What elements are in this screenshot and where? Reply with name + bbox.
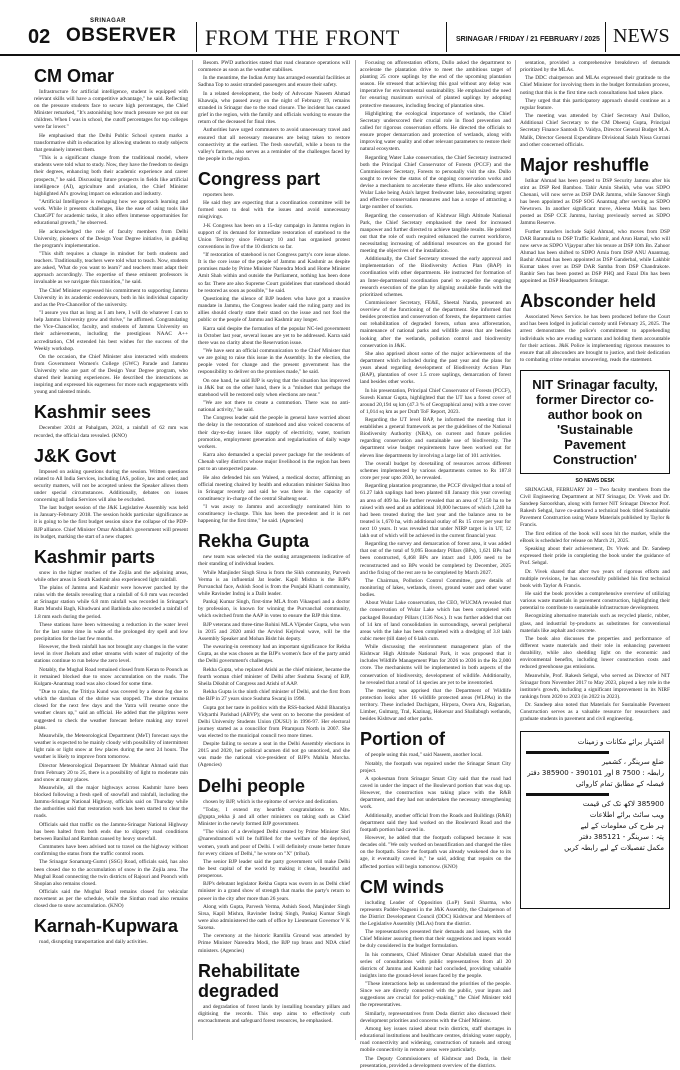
body-paragraph: "This shift requires a change in mindset for both students and teachers. Traditionally, teachers were told what to teach. Now, students are asked, 'What do you want to learn?' and teachers must adapt their approach accordingly. The expertise of these eminent professors is invaluable as we navigate this transition," he said. xyxy=(34,251,188,286)
body-paragraph: The plains of Jammu and Kashmir were however parched by the rains with the details revealing that a rainfall of 6.0 mm was recorded at Srinagar station while 6.8 mm rainfall was recorded in Srinagar's Ram Munshi Bagh, Khudwani and Bathinda also recorded a rainfall of 1.8 mm each during the period. xyxy=(34,585,188,620)
ad-line: ضلع سرینگر ، کشمیر xyxy=(601,758,664,767)
body-paragraph: chosen by BJP, which is the epitome of service and dedication. xyxy=(203,798,339,805)
body-paragraph: Meanwhile, the Meteorological Department (MeT) forecast says the weather is expected to be mainly cloudy with possibility of intermittent light rain or light snow at few places during the next 24 hours. The weather is likely to improve from tomorrow. xyxy=(34,732,188,761)
ad-line: ہر طرح کی معلومات کے لیے xyxy=(580,822,664,831)
headline-rekha-gupta: Rekha Gupta xyxy=(198,531,310,552)
body-paragraph: Highlighting the ecological importance of wetlands, the Chief Secretary underscored their crucial role in flood prevention and called for rigorous conservation efforts. He directed the officials to ensure proper demarcation and protection of wetlands, along with improving water quality and other relevant parameters to restore their natural ecosystem. xyxy=(360,110,511,153)
body-paragraph: The meeting was attended by Chief Secretary Atal Dulloo, Additional Chief Secretary to the CM Dheeraj Gupta, Principal Secretary Finance Santosh D. Vaidya, Director General Budget M.A. Malik, Director General Expenditure Divisional Salah Nissa Gurrani and other concerned officials. xyxy=(520,113,670,148)
body-paragraph: including Leader of Opposition (LoP) Sunil Sharma, who represents Padder-Nagseni in the J&K Assembly, the Chairperson of the District Development Council (DDC) Kishtwar and Members of the Legislative Assembly (MLAs) from the district. xyxy=(360,899,511,927)
body-paragraph: "The vision of a developed Delhi created by Prime Minister Shri @narendramodi will be fulfilled for the welfare of the deprived, women, youth and poor of Delhi. I will definitely create better future for every citizen of Delhi," he wrote on "X" (tribal). xyxy=(198,829,350,857)
body-paragraph: The overall budget by dovetailing of resources across different schemes implemented by various departments comes to Rs 187.8 crore per year upto 2030, he revealed. xyxy=(360,460,511,482)
body-paragraph: "I was away to Jammu and accordingly nominated him to constituency in-charge. This has been the precedent and it is not happening for the first time," he said. (Agencies) xyxy=(198,504,350,525)
body-paragraph: Similarly, representatives from Doda district also discussed their development priorities and concerns with the Chief Minister. xyxy=(360,1010,511,1024)
headline-portion-of: Portion of xyxy=(360,729,445,750)
body-paragraph: The meeting was apprised that the Department of Wildlife protection looks after 16 wildlife protected areas (WLPAs) in the territory. These included Dachigam, Hirpora, Overa Aru, Rajparian, Limber, Gulmarg, Tral, Kazinag, Hokersar and Shallabugh wetlands, besides Kishtwar and other parks. xyxy=(360,687,511,723)
headline-rehabilitate-degraded: Rehabilitate degraded xyxy=(198,960,301,1001)
masthead-divider xyxy=(605,22,606,52)
body-paragraph: They urged that this participatory approach should continue as a regular feature. xyxy=(520,97,670,111)
body-paragraph: Regarding the conservation of Kishtwar High Altitude National Park, the Chief Secretary emphasised the need for increased manpower and further directed to achieve tangible results. He pointed out that the role of such required enhanced the current workforce, necessitating increasing of additional resources on the ground for meeting the objectives of the installation. xyxy=(360,212,511,254)
body-paragraph: Dr. Vivek shared that after two years of rigorous efforts and multiple revisions, he has successfully published his first technical book with Taylor & Francis. xyxy=(520,568,670,589)
column-2 xyxy=(198,60,350,1040)
body-paragraph: Meanwhile, all the major highways across Kashmir have been blocked following a fresh spell of snowfall and rainfall, including the Jammu-Srinagar National Highway, officials said on Thursday while the authorities said that restoration work has been started to clear the roads. xyxy=(34,784,188,820)
body-paragraph: Further transfers include Sajid Ahmad, who moves from DSP DAR Baramulla to DSP Traffic Kashmir, and Arun Hamal, who will now serve as SDPO Vijaypur after his tenure at DSP 10th Bn. Zahoor Ahmad has been shifted to SDPO Arnia from DSP ANU Anantnag. Bashir Ahmad has been appointed as DSP Ganderbal, while Lakhbir Kumar takes over as DSP DAR Samba from DSP Chandrakote. Ranbir Sen has been posted as DSP PHQ and Fazal Din has been appointed as DSP Headquarters Srinagar. xyxy=(520,228,670,285)
body-paragraph: Regarding the UT level BAP, he informed the meeting that it establishes a general framework as per the guidelines of the National Biodiversity Authority (NBA), on current and future policies regarding conservation and sustainable use of biodiversity. The department wise budget requirements have been worked out for eleven line departments by involving a large list of 101 activities. xyxy=(360,417,511,459)
ad-divider xyxy=(526,751,609,754)
body-paragraph: A spokesman from Srinagar Smart City said that the road had caved in under the impact of the Boulevard portion that was dug up. However, the construction was taking place with the R&B department, and they had not undertaken the necessary strengthening work. xyxy=(360,776,511,811)
body-paragraph: The senior BJP leader said the party government will make Delhi the best capital of the world by making it clean, beautiful and prosperous. xyxy=(198,858,350,880)
body-paragraph: Officials said the Mughal Road remains closed for vehicular movement as per the schedule, while the Sinthan road also remains closed due to snow accumulation. (KNO) xyxy=(34,889,188,910)
headline-delhi-people: Delhi people xyxy=(198,775,306,796)
body-paragraph: The Deputy Commissioners of Kishtwar and Doda, in their presentation, provided a development overview of the districts. xyxy=(360,1055,511,1069)
body-paragraph: Notably, the Mughal Road remained closed from Keran to Poonch as it remained blocked due to snow accumulation on the roads. The Kulgam-Anantnag road was also closed for some time. xyxy=(34,666,188,687)
body-paragraph: Associated News Service. he has been produced before the Court and has been lodged in judicial custody until February 25, 2025. The arrest demonstrates the police's commitment to apprehending individuals who are evading warrants and holding them accountable for their actions. J&K Police is implementing rigorous measures to ensure that all absconders are brought to justice, and their dedication to combating crime remains unwavering, reads the statement. xyxy=(520,314,670,363)
ad-divider xyxy=(526,793,609,796)
boxed-headline xyxy=(520,370,670,474)
body-paragraph: In his presentation, Principal Chief Conservator of Forests (PCCF), Suresh Kumar Gupta, highlighted that the UT has a forest cover of around 20,194 sq km (47.3 % of Geographical area) with a tree cover of 1,014 sq km as per Draft ToF Report, 2023. xyxy=(360,387,511,415)
body-paragraph: Rekha Gupta is the ninth chief minister of Delhi, and the first from the BJP in 27 years since Sushma Swaraj in 1998. xyxy=(198,689,350,703)
body-paragraph: BJP's debutant legislator Rekha Gupta was sworn in as Delhi chief minister in a grand show of strength that marks the party's return to power in the city after more than 26 years. xyxy=(198,881,350,902)
body-paragraph: He said the book provides a comprehensive overview of utilizing various waste materials in pavement construction, highlighting their potential to contribute to sustainable infrastructure development. xyxy=(520,591,670,612)
body-paragraph: Recognizing alternative materials such as recycled plastic, rubber, glass, and industrial by-products as substitutes for conventional materials like asphalt and concrete. xyxy=(520,613,670,634)
body-paragraph: While discussing the environment management plan of the Kishtwar High Altitude National Park, it was proposed that it includes Wildlife Management Plan for 2026 to 2036 in the Rs 2,000 crore. The mechanisms will be implemented in both aspects of the conservation of biodiversity, development of wildlife. Additionally, he revealed that a total of 14 species are yet to be inventoried. xyxy=(360,644,511,686)
masthead xyxy=(0,0,680,56)
body-paragraph: sentation, provided a comprehensive breakdown of demands prioritized by the MLAs. xyxy=(520,60,670,74)
body-paragraph: While Manjinder Singh Sirsa is from the Sikh community, Parvesh Verma is an influential Jat leader. Kapil Mishra is the BJP's Purvanchal face, Ashish Sood is from the Punjabi Khatri community, while Ravinder Indraj is a Dalit leader. xyxy=(198,569,350,597)
body-paragraph: He also defended his son Waleed, a medical doctor, affirming an official meeting chaired by health and education minister Sakina Itoo in Srinagar recently and said he was there in the capacity of constituency in-charge of the central Shalteng seat. xyxy=(198,474,350,502)
body-paragraph: Additionally, the Chief Secretary stressed the early approval and implementation of the Biodiversity Action Plan (BAP) in coordination with other departments. He instructed for formation of an Inter-departmental coordination panel to expedite the ongoing research execution of the plan by aligning available funds with the prioritized schemes. xyxy=(360,256,511,298)
byline: SO NEWS DESK xyxy=(575,477,615,484)
body-paragraph: He acknowledged the role of faculty members from Delhi University, pioneers of the Design Your Degree initiative, in guiding the program's implementation. xyxy=(34,228,188,249)
body-paragraph: Imposed on asking questions during the session. Written questions related to All India Services, including IAS, police, law and order, and security matters, will not be accepted unless the Speaker allows them under special circumstances. Additionally, debates on issues concerning all India Services will also be excluded. xyxy=(34,468,188,503)
body-paragraph: However, he added that the footpath collapsed because it was decades old. "We only worked on beautification and changed the tiles on the footpath. Since the footpath was already weakened due to its age, it eventually caved in," he said, adding that repairs on the affected portion will begin tomorrow. (KNO) xyxy=(360,835,511,870)
body-paragraph: Commuters have been advised not to travel on the highway without confirming the status from the traffic control room. xyxy=(34,844,188,858)
body-paragraph: The DDC chairperson and MLAs expressed their gratitude to the Chief Minister for involving them in the budget formulation process, noting that this is the first time such consultations had taken place. xyxy=(520,75,670,96)
body-paragraph: She also apprised about some of the major achievements of the department which included during the past year and the plans for years ahead regarding development of Biodiversity Action Plan (BAP), plantation of over 1.5 crore saplings, demarcation of forest land besides other works. xyxy=(360,350,511,386)
body-paragraph: "Today, I extend my heartfelt congratulations to Mrs. @gupta_rekha ji and all other ministers on taking oath as Chief Minister in the newly formed BJP government. xyxy=(198,806,350,828)
body-paragraph: He emphasised that the Delhi Public School system marks a transformative shift in education by allowing students to study subjects that genuinely interest them. xyxy=(34,132,188,153)
ad-line: ویب سائٹ برائے اطلاعات xyxy=(589,811,664,820)
body-paragraph: and degradation of forest lands by installing boundary pillars and digitising the records. This step aims to effectively curb encroachments and safeguard forest resources, he emphasised. xyxy=(198,1003,350,1024)
body-paragraph: Focusing on afforestation efforts, Dullo asked the department to accelerate the plantation drive to meet the ambitious target of planting 25 crore saplings by the end of the upcoming plantation season. He stressed that achieving this goal without any delay was imperative for environmental sustainability. He emphasized the need for ensuring maximum survival of planted saplings by adopting protective measures, including fencing of plantation sites. xyxy=(360,60,511,109)
body-paragraph: "If restoration of statehood is not Congress party's core issue alone. It is the core issue of the people of Jammu and Kashmir as despite promises made by Prime Minister Narendra Modi and Home Minister Amit Shah within and outside the Parliament, nothing has been done so far. There are also Supreme Court guidelines that statehood should be restored as soon as possible," he said. xyxy=(198,252,350,294)
ad-line: فیصلہ کے مطابق تمام کاروائی xyxy=(575,780,664,789)
body-paragraph: J-K Congress has been on a 15-day campaign in Jammu region in support of its demand for immediate restoration of statehood to the Union Territory since February 10 and has organised protest conventions in five of the 10 districts so far. xyxy=(198,222,350,250)
body-paragraph: Director Meteorological Department Dr Mukhtar Ahmad said that from February 20 to 25, there is a possibility of light to moderate rain and snow at many places. xyxy=(34,762,188,783)
column-4 xyxy=(520,60,670,1040)
body-paragraph: SRINAGAR, FEBRUARY 20 – Two faculty members from the Civil Engineering Department at NIT Srinagar, Dr. Vivek and Dr. Sandeep Saroorkhan, along with former NIT Srinagar Director Prof. Rakesh Sehgal, have co-authored a technical book titled Sustainable Pavement Construction using Waste Materials published by Taylor & Francis. xyxy=(520,486,670,529)
body-paragraph: Commissioner Secretary, FE&E, Sheetal Nanda, presented an overview of the functioning of the department. She informed that besides protection and conservation of forests, the department carries out rehabilitation of degraded forests, urban area afforestation, maintenance of national parks and wildlife areas that are besides looking after the wetlands, pollution control and biodiversity conservation in J&K. xyxy=(360,300,511,349)
column-3 xyxy=(360,60,511,1069)
masthead-divider xyxy=(196,22,197,52)
body-paragraph: Karra said despite the formation of the popular NC-led government in October last year, several issues are yet to be addressed. Karra said there was no clarity about the Reservation issue. xyxy=(198,325,350,346)
body-paragraph: "Due to rains, the Tritiya Kund was covered by a dense fog due to which the darshan of the shrine was stopped. The shrine remains closed for the next few days and the Yatra will resume once the weather clears up," said an official. He added that the pilgrims were suggested to check the weather forecast before making any travel plans. xyxy=(34,689,188,731)
body-paragraph: He said they are expecting that a coordination committee will be formed soon to deal with the issues and avoid unnecessary misgivings. xyxy=(198,200,350,221)
ad-line: مکمل تفصیلات کے لیے رابطہ کریں xyxy=(564,844,664,853)
body-paragraph: The Chief Minister expressed his commitment to supporting Jammu University in its academic endeavours, both in his individual capacity and as the Pro-Chancellor of the university. xyxy=(34,287,188,308)
body-paragraph: In the meantime, the Indian Army has arranged essential facilities at Sadhna Top to assist stranded passengers and ensure their safety. xyxy=(198,75,350,89)
body-paragraph: of people using this road," said Naseem, another local. xyxy=(365,752,483,759)
body-paragraph: However, the fresh rainfall has not brought any changes in the water level in river Jhelum and other streams with water of majority of the stations continue to run below the zero level. xyxy=(34,644,188,665)
body-paragraph: Istikar Ahmad has been posted to DSP Security Jammu after his stint as DSP Red Bamboo. Tahir Amin Sheikh, who was SDPO Chenani, will now serve as DSP DAR Jammu, while Sanover Singh has been appointed as DSP SOG Anantnag after serving as SDPO Newtown. In another significant move, Aleena Malik has been posted as DSP CCE Jammu, having previously served as SDPO Jammu Reserve. xyxy=(520,177,670,227)
body-paragraph: Regarding plantation programme, the PCCF divulged that a total of 61.27 lakh saplings had been planted till January this year covering an area of 409 ha. He further revealed that an area of 7,150 ha to be raised with seed and an additional 10,000 hectares of which 1,240 ha had been treated during the last year and the balance area to be treated is 1,670 ha, with additional outlay of Rs 15 crore per year for next 10 years. It was revealed that under NIRP target is in UT, 12 lakh out of which will be achieved in the current financial year. xyxy=(360,483,511,539)
headline-kashmir-parts: Kashmir parts xyxy=(34,546,156,567)
body-paragraph: The ceremony at the historic Ramlila Ground was attended by Prime Minister Narendra Modi, the BJP top brass and NDA chief ministers. (Agencies) xyxy=(198,933,350,954)
body-paragraph: The swearing-in ceremony had an important significance for Rekha Gupta, as she was chosen as the BJP's women's face of the party amid the Delhi government's challenges. xyxy=(198,644,350,665)
ad-line: پتہ : سرینگر - 385121 دفتر xyxy=(579,833,664,842)
ad-line: اشتہار برائے مکانات و زمینات xyxy=(577,738,664,747)
newspaper-logo xyxy=(66,18,186,48)
body-paragraph: About Wular Lake conservation, the CEO, WUCMA revealed that the conservation of Wular Lake which has been completed with packaged Boundary Pillars (1136 Nos.). It was further added that out of 14 km of land consolidation in surroundings, several peripheral areas with the lake has been completed with a dredging of 3.8 lakh cubic meter (till date) of 6 lakh cum. xyxy=(360,600,511,642)
body-paragraph: Despite failing to secure a seat in the Delhi Assembly elections in 2015 and 2020, her political acumen did not go unnoticed, and she was made the national vice-president of BJP's Mahila Morcha. (Agencies) xyxy=(198,741,350,769)
body-paragraph: Authorities have urged commuters to avoid unnecessary travel and ensured that all necessary measures are being taken to restore connectivity at the earliest. The fresh snowfall, while a boon to the valley's farmers, also serves as a reminder of the challenges faced by the people in the region. xyxy=(198,127,350,162)
body-paragraph: "These interactions help us understand the priorities of the people. Since we are directly connected with the public, your inputs and suggestions are crucial for policy-making," the Chief Minister told the representatives. xyxy=(360,981,511,1009)
body-paragraph: Pankaj Kumar Singh, first-time MLA from Vikaspuri and a doctor by profession, is known for winning the Purvanchal community, which switched from the AAP in votes to ensure the BJP this time. xyxy=(198,599,350,620)
headline-cm-winds: CM winds xyxy=(360,876,444,897)
body-paragraph: Officials said that traffic on the Jammu-Srinagar National Highway has been halted from both ends due to slippery road conditions between Banihal and Ramban caused by heavy snowfall. xyxy=(34,821,188,842)
ad-line: 385900 لاکھ تک کی قیمت xyxy=(582,800,664,809)
body-paragraph: Additionally, another official from the Roads and Buildings (R&B) department said they had worked on the Boulevard Road and the footpath portion had caved in. xyxy=(360,812,511,833)
body-paragraph: These stations have been witnessing a reduction in the water level for the last some time in wake of the prolonged dry spell and low precipitation for the last few months. xyxy=(34,621,188,642)
body-paragraph: Infrastructure for artificial intelligence, student is equipped with relevant skills will have a competitive advantage," he said. Reflecting on the pressure students face to secure high percentages, the Chief Minister remarked, "It's astonishing how much pressure we put on our children. When I was in school, the cutoff percentages for top colleges were far lower." xyxy=(34,89,188,131)
body-paragraph: The Chairman, Pollution Control Committee, gave details of monitoring of lakes, wetlands, rivers, ground water and other water bodies. xyxy=(360,577,511,599)
body-paragraph: Regarding the survey and demarcation of forest area, it was added that out of the total of 9,095 Boundary Pillars (BPs), 1,621 BPs had been constructed, 6,468 BPs are intact and 1,006 need to be reconstructed and so BPs would be completed by December, 2025 and the fixing of the rest are to be completed by March 2027. xyxy=(360,541,511,576)
body-paragraph: snow in the higher reaches of the Zojila and the adjoining areas, while other areas in South Kashmir also experienced light rainfall. xyxy=(34,569,188,583)
headline-cm-omar: CM Omar xyxy=(34,66,115,86)
body-paragraph: Regarding Water Lake conservation, the Chief Secretary instructed both the Principal Chief Conservator of Forests (PCCF) and the Commissioner Secretary, Forests to personally visit the site. Dullo sought to review the status of the ongoing conservation works and devise a mechanism to accelerate these efforts. He also underscored Wular Lake being Asia's largest freshwater lake, necessitating urgent and effective conservation measures and has a scope of attracting a large number of tourists. xyxy=(360,154,511,211)
logo-small-text: SRINAGAR xyxy=(90,18,127,24)
body-paragraph: The last budget session of the J&K Legislative Assembly was held in January-February 2018. The session holds particular significance as it is going to be the first budget session since the collapse of the PDP-BJP alliance. Chief Minister Omar Abdullah's government will present its budget, marking the start of a new chapter. xyxy=(34,505,188,540)
body-paragraph: The book also discusses the properties and performance of different waste materials and their role in enhancing pavement durability, while also shedding light on the economic and environmental benefits, including lower construction costs and reduced greenhouse gas emissions. xyxy=(520,635,670,671)
ad-line: رابطہ : 7500 8 اور 390101 - 385900 دفتر xyxy=(527,769,664,778)
column-rule xyxy=(192,60,193,1040)
body-paragraph: Questioning the silence of BJP leaders who have got a massive mandate in Jammu, the Congress leader said the ruling party and its allies should clearly state their stand on the issue and not fool the public or the people of Jammu and Kashmir any longer. xyxy=(198,295,350,324)
body-paragraph: road, disrupting transportation and daily activities. xyxy=(39,939,148,946)
section-label-news: NEWS xyxy=(613,25,670,47)
body-paragraph: In his comments, Chief Minister Omar Abdullah stated that the series of consultations with public representatives from all 20 districts of Jammu and Kashmir had concluded, providing valuable insights into the ground-level issues faced by the people. xyxy=(360,951,511,979)
body-paragraph: In a related development, the body of Advocate Naseem Ahmad Khawaja, who passed away on the night of February 19, remains stranded in Srinagar due to the road closure. The incident has caused grief in the region, with the family and officials working to ensure the return of the deceased for final rites. xyxy=(198,90,350,126)
body-paragraph: Karra also demanded a special power package for the residents of Chenab valley districts whose major livelihood in the region has been put to an unexpected pause. xyxy=(198,452,350,473)
body-paragraph: new team was selected via the seating arrangements indicative of their standing of individual leaders. xyxy=(198,554,350,568)
body-paragraph: The Congress leader said the people in general have worried about the delay in the restoration of statehood and also voiced concerns of their day-to-day issues like supply of electricity, water, tourism promotion, employment generation and regularisation of daily wage workers. xyxy=(198,415,350,450)
body-paragraph: Meanwhile, Prof. Rakesh Sehgal, who served as Director of NIT Srinagar from November 2017 to May 2023, played a key role in the institute's growth, including a significant improvement in its NIRF rankings from 2020 to 2023 (in 2022 in 2023). xyxy=(520,672,670,700)
headline-absconder-held: Absconder held xyxy=(520,291,657,312)
column-rule xyxy=(515,60,516,1040)
body-paragraph: "This is a significant change from the traditional model, where students were told what to study. Now, they have the freedom to design their degrees, enhancing both their academic experience and career prospects," he said. Discussing future prospects in fields like artificial intelligence (AI), agriculture and aviation, the Chief Minister highlighted AI's growing impact on education and industry. xyxy=(34,155,188,197)
headline-jk-govt: J&K Govt xyxy=(34,445,117,466)
body-paragraph: Speaking about their achievement, Dr. Vivek and Dr. Sandeep expressed their pride in completing the book under the guidance of Prof. Sehgal. xyxy=(520,546,670,567)
body-paragraph: "We have sent an official communication to the Chief Minister that we are going to raise this issue in the Assembly. In the election, the people voted for change and the present government has the responsibility to deliver on the promises made," he said. xyxy=(198,347,350,376)
body-paragraph: Rekha Gupta, who replaced Atishi as the chief minister, became the fourth woman chief minister of Delhi after Sushma Swaraj of BJP, Sheila Dikshit of Congress and Atishi of AAP. xyxy=(198,666,350,687)
body-paragraph: The first edition of the book will soon hit the market, while the eBook is scheduled for release on March 21, 2025. xyxy=(520,530,670,544)
dateline: SRINAGAR / FRIDAY / 21 FEBRUARY / 2025 xyxy=(456,36,600,43)
body-paragraph: December 2024 at Pahalgam, 2024, a rainfall of 62 mm was recorded, the official data revealed. (KNO) xyxy=(34,425,188,439)
column-1 xyxy=(34,60,188,1040)
body-paragraph: "Artificial Intelligence is reshaping how we approach learning and work. While it presents challenges, like the ease of using tools like ChatGPT for academic tasks, it also offers immense opportunities for educational growth," he observed. xyxy=(34,198,188,227)
headline-congress-part: Congress part xyxy=(198,168,321,189)
body-paragraph: Besom. PWD authorities stated that road clearance operations will commence as soon as the weather stabilises. xyxy=(198,60,350,74)
body-paragraph: The Srinagar Sonamarg-Gumri (SSG) Road, officials said, has also been closed due to the accumulation of snow in the Zojila area. The Mughal Road connecting the twin districts of Rajouri and Poonch with Shopian also remains closed. xyxy=(34,859,188,887)
body-paragraph: Notably, the footpath was repaired under the Srinagar Smart City project. xyxy=(360,760,511,774)
body-paragraph: On one hand, he said BJP is saying that the situation has improved in J&K but on the other hand, there is a "mindset that perhaps the statehood will be restored only when elections are near." xyxy=(198,377,350,398)
page-number: 02 xyxy=(28,26,51,48)
body-paragraph: "I assure you that as long as I am here, I will do whatever I can to help Jammu University grow and thrive," he affirmed. Congratulating the Vice-Chancellor, faculty, and students of Jammu University on their achievements, including the prestigious NAAC A++ accreditation, CM extended his best wishes for the success of the Weekly workshop. xyxy=(34,310,188,352)
headline-major-reshuffle: Major reshuffle xyxy=(520,154,650,175)
urdu-advertisement xyxy=(520,731,670,909)
logo-text: OBSERVER xyxy=(66,25,177,46)
masthead-divider xyxy=(446,22,447,52)
headline-nit-srinagar: NIT Srinagar faculty, former Director co-author book on 'Sustainable Pavement Construction' xyxy=(532,376,658,467)
body-paragraph: BJP veterans and three-time Rohini MLA Vijender Gupta, who won in 2015 and 2020 amid the Arvind Kejriwal wave, will be the Assembly Speaker and Mohan Bisht his deputy. xyxy=(198,621,350,642)
body-paragraph: "We are not there to create a commotion. There was no anti-national activity," he said. xyxy=(198,400,350,414)
body-paragraph: Along with Gupta, Parvesh Verma, Ashish Sood, Manjinder Singh Sirsa, Kapil Mishra, Ravinder Indraj Singh, Pankaj Kumar Singh were also administered the oath of office by Lieutenant Governor V K Saxena. xyxy=(198,903,350,932)
column-rule xyxy=(355,60,356,1040)
body-paragraph: Among key issues raised about twin districts, staff shortages in educational institutions and healthcare centres, drinking water supply, road connectivity and widening, construction of tunnels and strong mobile connectivity in remote areas were particularly. xyxy=(360,1026,511,1054)
body-paragraph: The representatives presented their demands and issues, with the Chief Minister assuring them that their suggestions and inputs would be duly considered in the budget formulation. xyxy=(360,929,511,950)
body-paragraph: On the occasion, the Chief Minister also interacted with students from Government Women's College (GWC) Parade and Jammu University who are part of the Design Your Degree program, who shared their learning experiences. He described the interactions as inspiring and expressed his eagerness for more such engagements with young and talented minds. xyxy=(34,353,188,396)
body-paragraph: Gupta got her taste in politics with the RSS-backed Akhil Bharatiya Vidyarthi Parishad (ABVP); she went on to become the president of Delhi University Students Union (DUSU) in 1996-97. Her electoral journey started as a councillor from Pitampura North in 2007. She was elected to the municipal council two more times. xyxy=(198,704,350,739)
body-paragraph: Dr. Sandeep also noted that Materials for Sustainable Pavement Construction serves as a valuable resource for researchers and graduate students in pavement and civil engineering. xyxy=(520,702,670,723)
headline-karnah-kupwara: Karnah-Kupwara xyxy=(34,916,179,937)
headline-kashmir-sees: Kashmir sees xyxy=(34,402,152,423)
body-paragraph: reporters here. xyxy=(203,191,235,198)
section-title: FROM THE FRONT xyxy=(205,25,400,50)
